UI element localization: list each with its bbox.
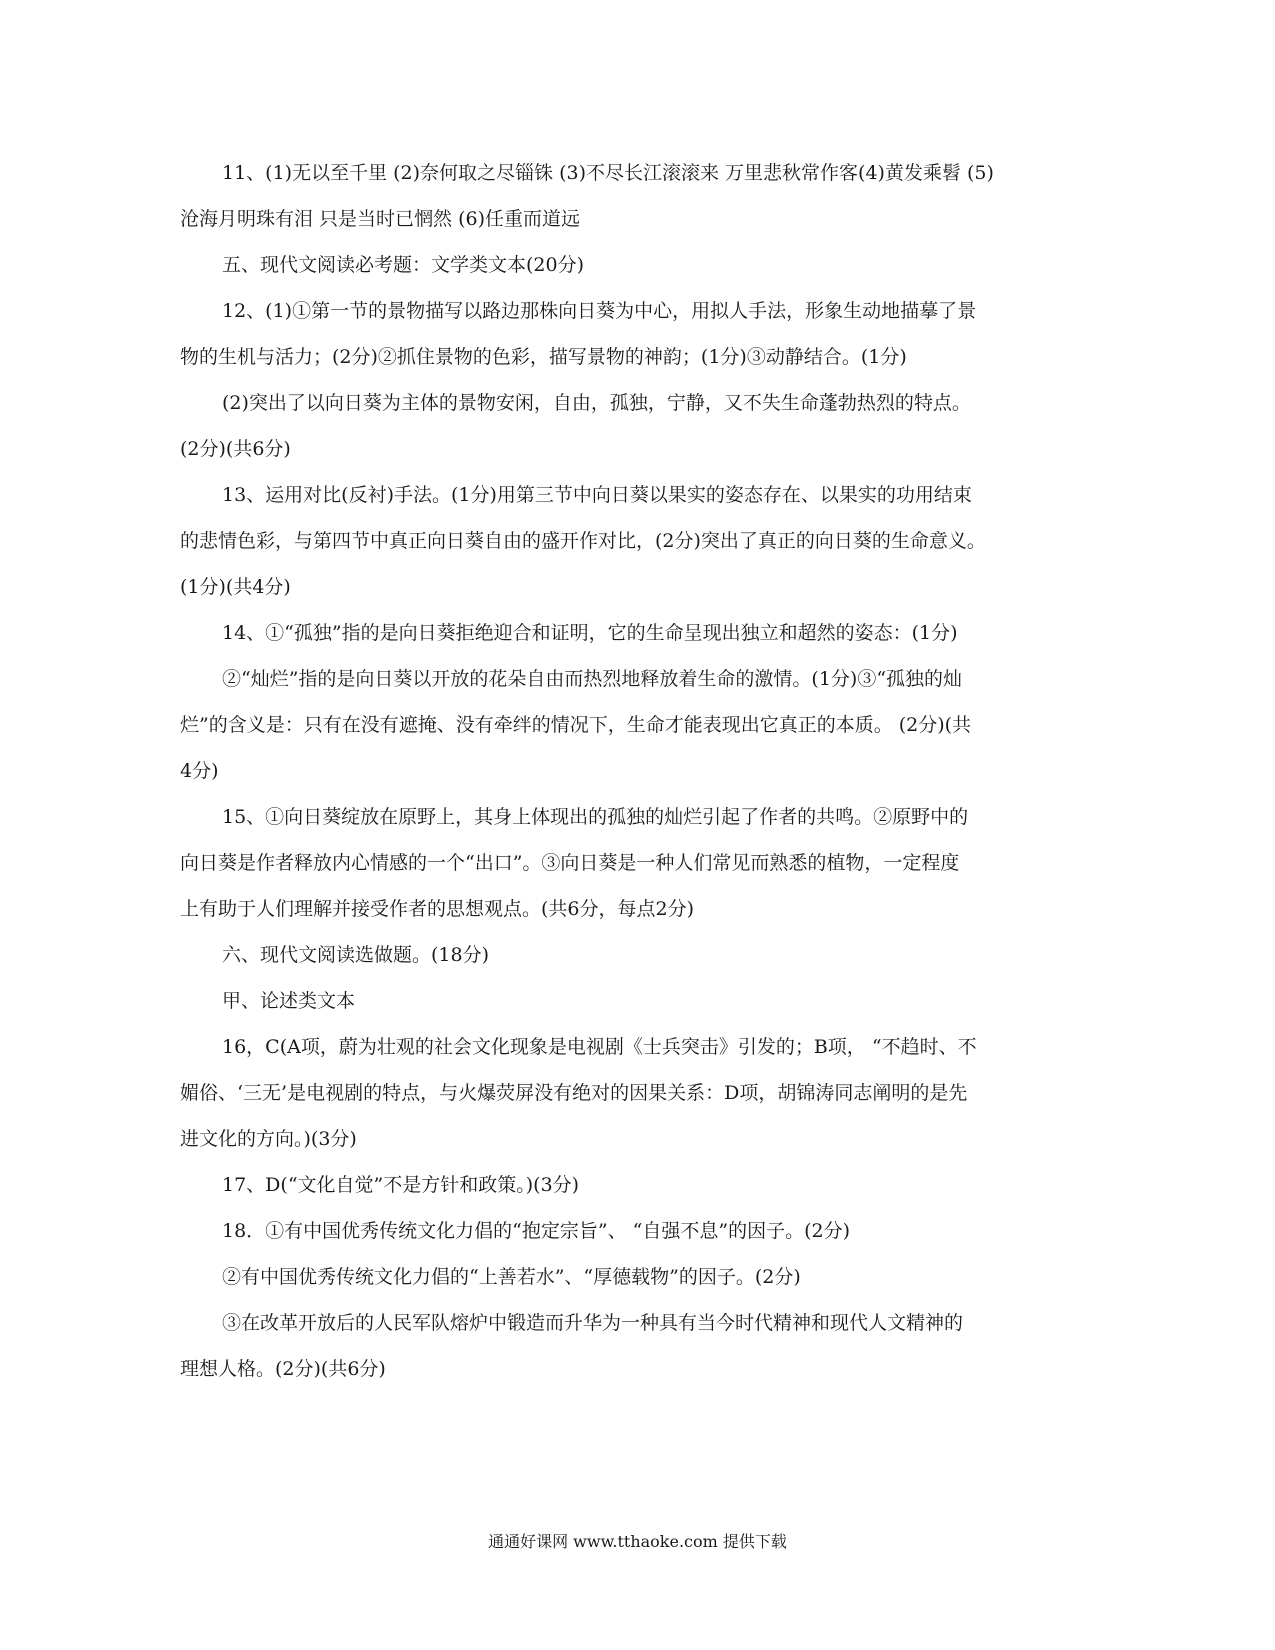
answer-12-line-4: (2分)(共6分) [180,438,291,460]
answer-11-line-2: 沧海月明珠有泪 只是当时已惘然 (6)任重而道远 [180,208,580,230]
page-footer: 通通好课网 www.tthaoke.com 提供下载 [488,1532,787,1551]
answer-14-line-3: 烂”的含义是：只有在没有遮掩、没有牵绊的情况下，生命才能表现出它真正的本质。 (2分)(共 [180,714,972,736]
answer-11-line-1: 11、(1)无以至千里 (2)奈何取之尽锱铢 (3)不尽长江滚滚来 万里悲秋常作客(4)黄发乘髫 (5) [222,162,994,184]
answer-15-line-1: 15、①向日葵绽放在原野上，其身上体现出的孤独的灿烂引起了作者的共鸣。②原野中的 [222,806,969,828]
answer-12-line-3: (2)突出了以向日葵为主体的景物安闲，自由，孤独，宁静，又不失生命蓬勃热烈的特点。 [222,392,971,414]
answer-13-line-3: (1分)(共4分) [180,576,291,598]
document-body [180,150,1040,1392]
answer-14-line-1: 14、①“孤独”指的是向日葵拒绝迎合和证明，它的生命呈现出独立和超然的姿态：(1分) [222,622,958,644]
answer-12-line-2: 物的生机与活力；(2分)②抓住景物的色彩，描写景物的神韵；(1分)③动静结合。(1分) [180,346,907,368]
answer-16-line-3: 进文化的方向。)(3分) [180,1128,357,1150]
answer-12-line-1: 12、(1)①第一节的景物描写以路边那株向日葵为中心，用拟人手法，形象生动地描摹了景 [222,300,977,322]
section-6-heading: 六、现代文阅读选做题。(18分) [222,944,490,966]
answer-18-line-3: ③在改革开放后的人民军队熔炉中锻造而升华为一种具有当今时代精神和现代人文精神的 [222,1312,964,1334]
answer-18-line-4: 理想人格。(2分)(共6分) [180,1358,386,1380]
subsection-a-heading: 甲、论述类文本 [222,990,356,1012]
answer-17-line-1: 17、D(“文化自觉”不是方针和政策。)(3分) [222,1174,580,1196]
answer-18-line-1: 18．①有中国优秀传统文化力倡的“抱定宗旨”、 “自强不息”的因子。(2分) [222,1220,850,1242]
section-5-heading: 五、现代文阅读必考题：文学类文本(20分) [222,254,585,276]
answer-14-line-2: ②“灿烂”指的是向日葵以开放的花朵自由而热烈地释放着生命的激情。(1分)③“孤独的灿 [222,668,963,690]
answer-16-line-2: 媚俗、‘三无’是电视剧的特点，与火爆荧屏没有绝对的因果关系：D项，胡锦涛同志阐明的是先 [180,1082,968,1104]
answer-14-line-4: 4分) [180,760,219,782]
answer-13-line-2: 的悲情色彩，与第四节中真正向日葵自由的盛开作对比，(2分)突出了真正的向日葵的生命意义。 [180,530,986,552]
answer-18-line-2: ②有中国优秀传统文化力倡的“上善若水”、“厚德载物”的因子。(2分) [222,1266,801,1288]
answer-13-line-1: 13、运用对比(反衬)手法。(1分)用第三节中向日葵以果实的姿态存在、以果实的功用结束 [222,484,972,506]
answer-15-line-3: 上有助于人们理解并接受作者的思想观点。(共6分，每点2分) [180,898,695,920]
answer-16-line-1: 16，C(A项，蔚为壮观的社会文化现象是电视剧《士兵突击》引发的；B项， “不趋时、不 [222,1036,977,1058]
answer-15-line-2: 向日葵是作者释放内心情感的一个“出口”。③向日葵是一种人们常见而熟悉的植物，一定程度 [180,852,960,874]
